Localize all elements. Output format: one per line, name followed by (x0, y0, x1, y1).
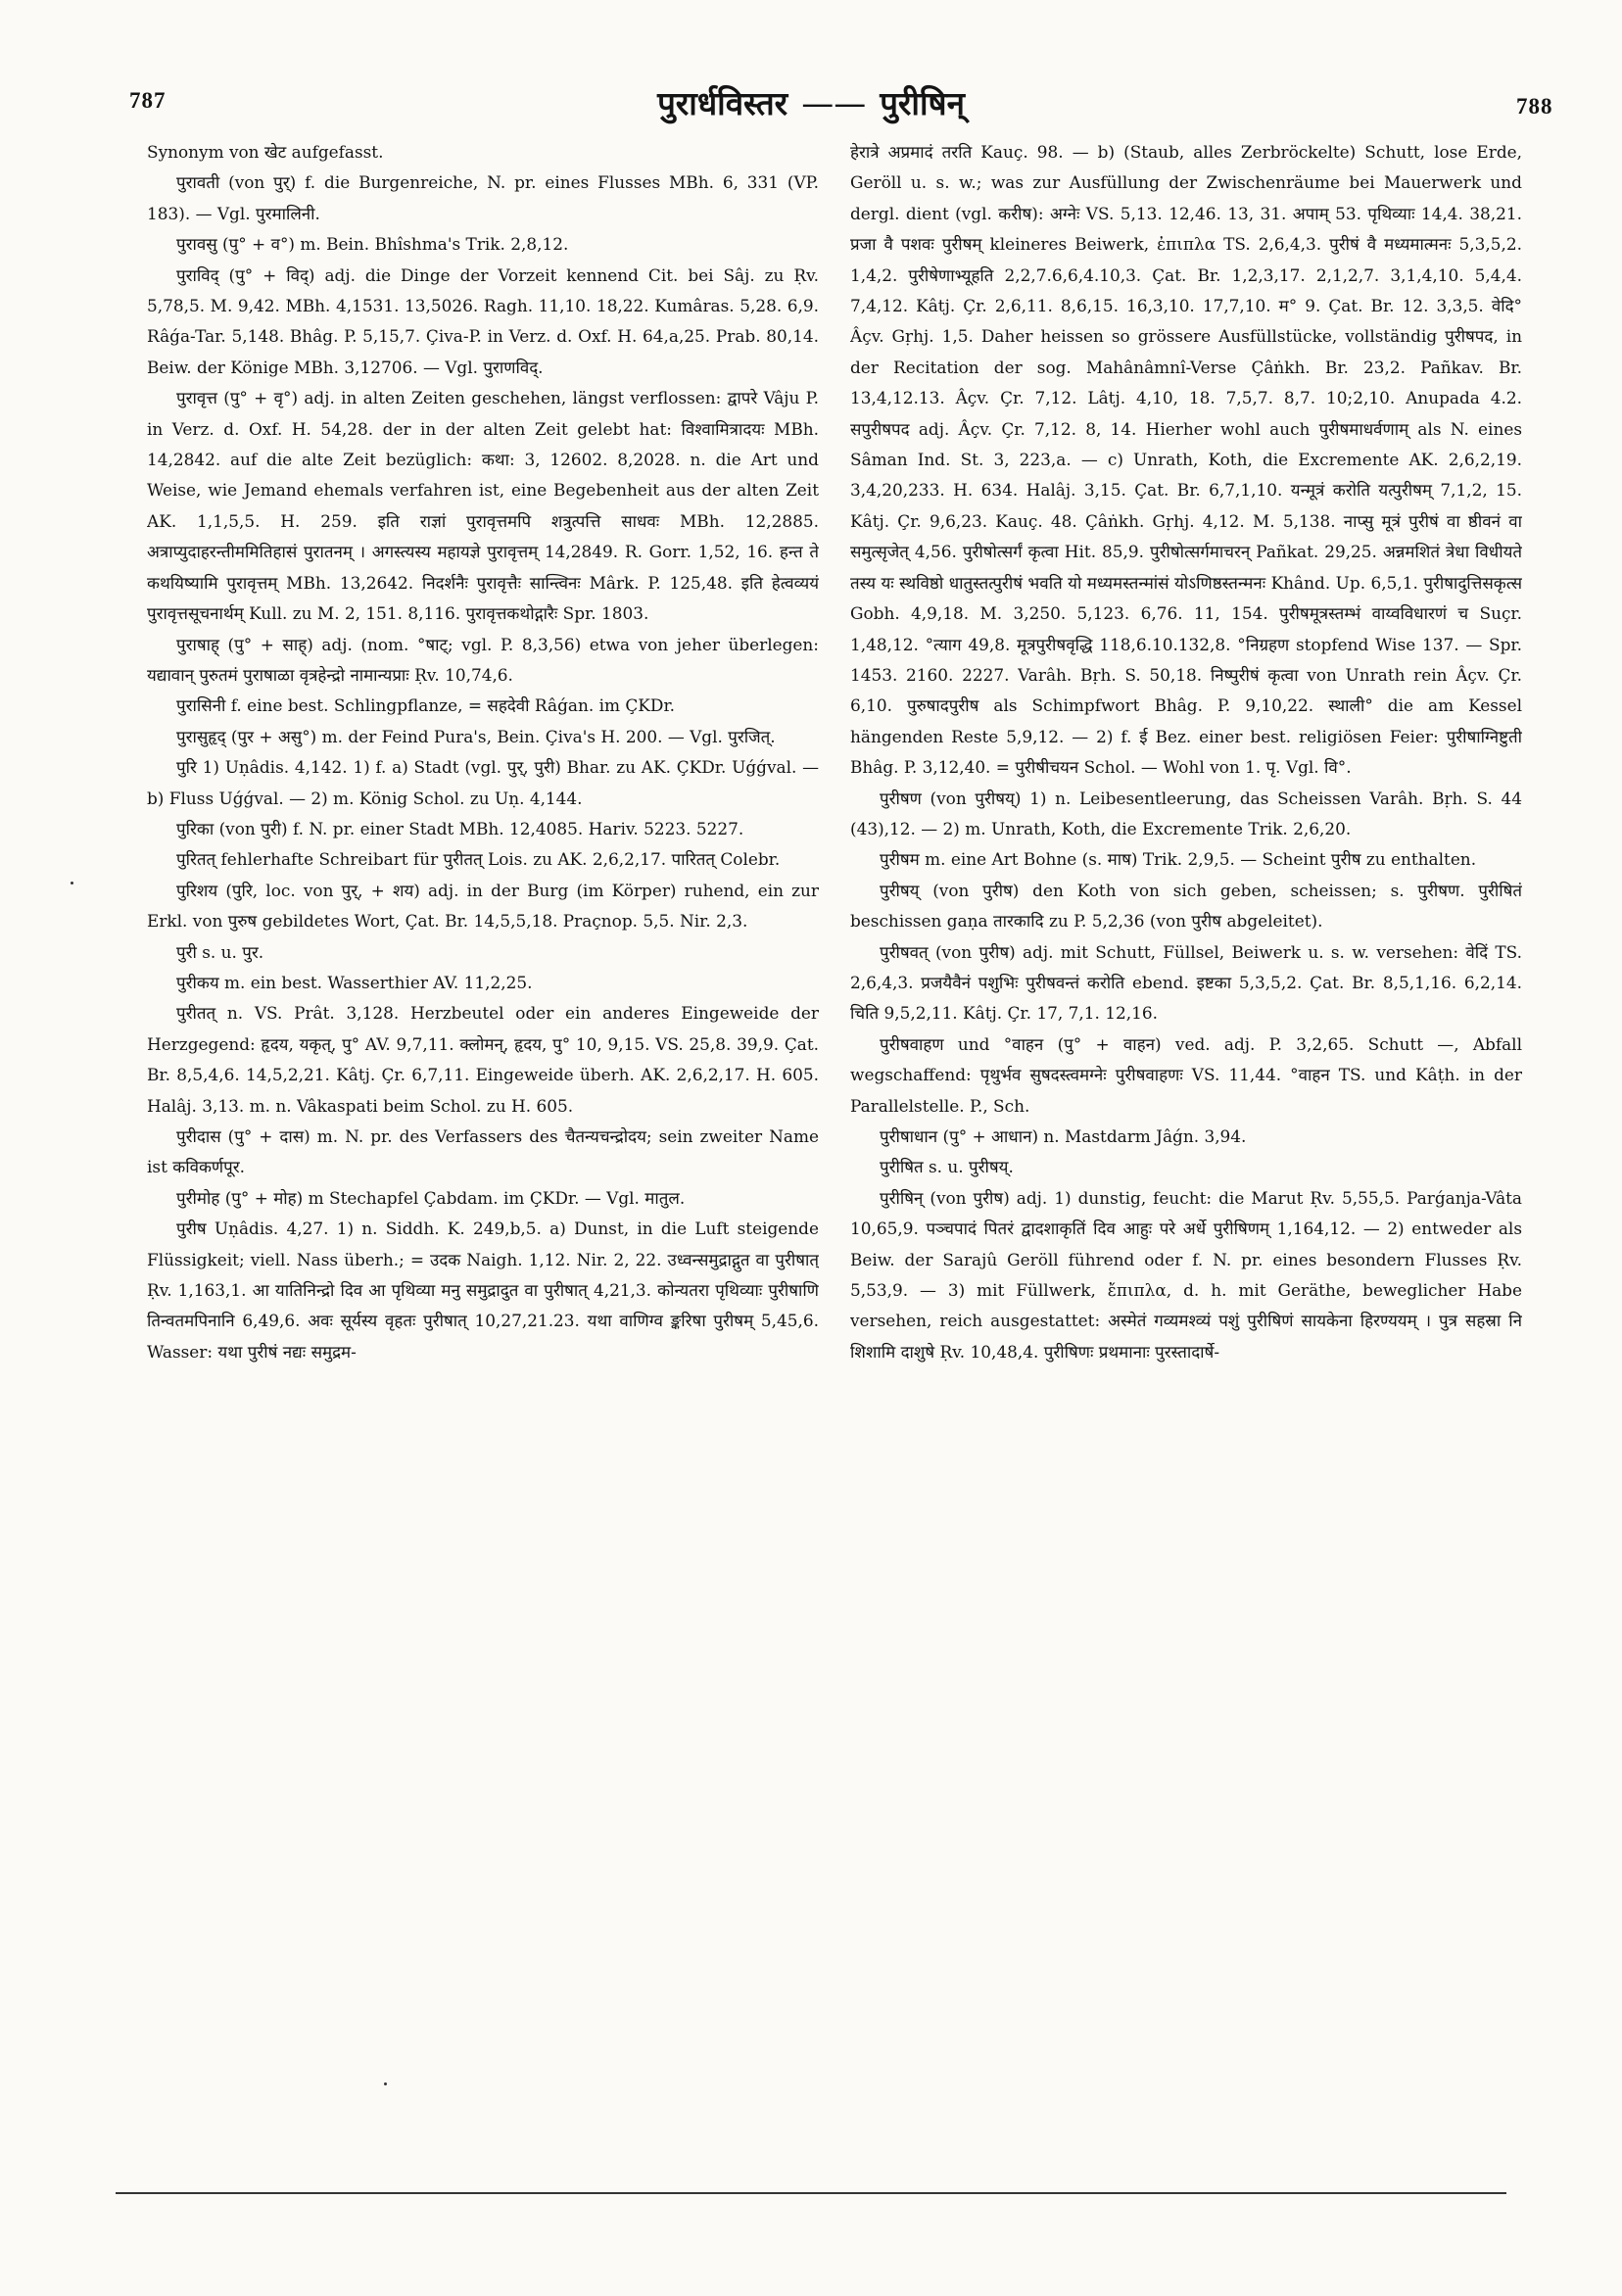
entry-paragraph: पुरीषिन् (von पुरीष) adj. 1) dunstig, feucht: die Marut Ṛv. 5,55,5. Parǵanja-Vâta 10,65,9. पञ्चपादं पितरं द्वादशाकृतिं दिव आहुः परे अर्धे पुरीषिणम् 1,164,12. — 2) entweder als Beiw. der Sarajû Geröll führend oder f. N. pr. eines besondern Flusses Ṛv. 5,53,9. — 3) mit Füllwerk, ἔπιπλα, d. h. mit Geräthe, beweglicher Habe versehen, reich ausgestattet: अस्मेतं गव्यमश्व्यं पशुं पुरीषिणं सायकेना हिरण्ययम् । पुत्र सहस्रा नि शिशामि दाशुषे Ṛv. 10,48,4. पुरीषिणः प्रथमानाः पुरस्तादार्षे- (850, 1187, 1522, 1362)
left-column (147, 137, 819, 2155)
page-number-left: 787 (129, 88, 167, 113)
entry-paragraph: पुरासिनी f. eine best. Schlingpflanze, = सहदेवी Râǵan. im ÇKDr. (176, 695, 676, 716)
entry-paragraph: पुरीषम m. eine Art Bohne (s. माष) Trik. 2,9,5. — Scheint पुरीष zu enthalten. (880, 849, 1477, 870)
running-header (0, 80, 1622, 124)
bottom-rule (116, 2192, 1506, 2194)
entry-paragraph: पुरीकय m. ein best. Wasserthier AV. 11,2,25. (176, 972, 533, 992)
entry-paragraph: पुरीमोह (पु° + मोह) m Stechapfel Çabdam. im ÇKDr. — Vgl. मातुल. (176, 1187, 686, 1208)
entry-paragraph: पुरावसु (पु° + व°) m. Bein. Bhîshma's Trik. 2,8,12. (176, 234, 569, 255)
entry-paragraph: पुरावृत्त (पु° + वृ°) adj. in alten Zeiten geschehen, längst verflossen: द्वापरे Vâju P. in Verz. d. Oxf. H. 54,28. der in der alten Zeit gelebt hat: विश्वामित्रादयः MBh. 14,2842. auf die alte Zeit bezüglich: कथा: 3, 12602. 8,2028. n. die Art und Weise, wie Jemand ehemals verfahren ist, eine Begebenheit aus der alten Zeit AK. 1,1,5,5. H. 259. इति राज्ञां पुरावृत्तमपि शत्रुत्पत्ति साधवः MBh. 12,2885. अत्राप्युदाहरन्तीममितिहासं पुरातनम् । अगस्त्यस्य महायज्ञे पुरावृत्तम् 14,2849. R. Gorr. 1,52, 16. हन्त ते कथयिष्यामि पुरावृत्तम् MBh. 13,2642. निदर्शनैः पुरावृत्तैः सान्त्विनः Mârk. P. 125,48. इति हेत्वव्ययं पुरावृत्तसूचनार्थम् Kull. zu M. 2, 151. 8,116. पुरावृत्तकथोद्गारैः Spr. 1803. (147, 388, 819, 624)
entry-paragraph: पुरावती (von पुर्) f. die Burgenreiche, N. pr. eines Flusses MBh. 6, 331 (VP. 183). — Vgl. पुरमालिनी. (147, 172, 819, 223)
entry-paragraph: पुरीषवाहण und °वाहन (पु° + वाहन) ved. adj. P. 3,2,65. Schutt —, Abfall wegschaffend: पृथुर्भव सुषदस्त्वमग्नेः पुरीषवाहणः VS. 11,44. °वाहन TS. und Kâṭh. in der Parallelstelle. P., Sch. (850, 1033, 1522, 1116)
entry-paragraph: पुरी s. u. पुर. (176, 941, 264, 962)
entry-paragraph: हेरात्रे अप्रमादं तरति Kauç. 98. — b) (Staub, alles Zerbröckelte) Schutt, lose Erde, Geröll u. s. w.; was zur Ausfüllung der Zwischenräume bei Mauerwerk und dergl. dient (vgl. करीष): अग्नेः VS. 5,13. 12,46. 13, 31. अपाम् 53. पृथिव्याः 14,4. 38,21. प्रजा वै पशवः पुरीषम् kleineres Beiwerk, ἐπιπλα TS. 2,6,4,3. पुरीषं वै मध्यमात्मनः 5,3,5,2. 1,4,2. पुरीषेणाभ्यूहति 2,2,7.6,6,4.10,3. Çat. Br. 1,2,3,17. 2,1,2,7. 3,1,4,10. 5,4,4. 7,4,12. Kâtj. Çr. 2,6,11. 8,6,15. 16,3,10. 17,7,10. म° 9. Çat. Br. 12. 3,3,5. वेदि° Âçv. Gṛhj. 1,5. Daher heissen so grössere Ausfüllstücke, vollständig पुरीषपद, in der Recitation der sog. Mahânâmnî-Verse Çâṅkh. Br. 23,2. Pañkav. Br. 13,4,12.13. Âçv. Çr. 7,12. Lâtj. 4,10, 18. 7,5,7. 8,7. 10;2,10. Anupada 4.2. सपुरीषपद adj. Âçv. Çr. 7,12. 8, 14. Hierher wohl auch पुरीषमाधर्वणाम् als N. eines Sâman Ind. St. 3, 223,a. — c) Unrath, Koth, die Excremente AK. 2,6,2,19. 3,4,20,233. H. 634. Halâj. 3,15. Çat. Br. 6,7,1,10. यन्मूत्रं करोति यत्पुरीषम् 7,1,2, 15. Kâtj. Çr. 9,6,23. Kauç. 48. Çâṅkh. Gṛhj. 4,12. M. 5,138. नाप्सु मूत्रं पुरीषं वा ष्ठीवनं वा समुत्सृजेत् 4,56. पुरीषोत्सर्गं कृत्वा Hit. 85,9. पुरीषोत्सर्गमाचरन् Pañkat. 29,25. अन्नमशितं त्रेधा विधीयते तस्य यः स्थविष्ठो धातुस्तत्पुरीषं भवति यो मध्यमस्तन्मांसं योऽणिष्ठस्तन्मनः Khând. Up. 6,5,1. पुरीषादुत्तिसकृत्स Gobh. 4,9,18. M. 3,250. 5,123. 6,76. 11, 154. पुरीषमूत्रस्तम्भं वाय्वविधारणं च Suçr. 1,48,12. °त्याग 49,8. मूत्रपुरीषवृद्धि 118,6.10.132,8. °निग्रहण stopfend Wise 137. — Spr. 1453. 2160. 2227. Varâh. Bṛh. S. 50,18. निष्पुरीषं कृत्वा von Unrath rein Âçv. Çr. 6,10. पुरुषादपुरीष als Schimpfwort Bhâg. P. 9,10,22. स्थाली° die am Kessel hängenden Reste 5,9,12. — 2) f. ई Bez. einer best. religiösen Feier: पुरीषाग्निष्टुती Bhâg. P. 3,12,40. = पुरीषीचयन Schol. — Wohl von 1. पृ. Vgl. वि°. (850, 142, 1522, 778)
entry-paragraph: पुरीषवत् (von पुरीष) adj. mit Schutt, Füllsel, Beiwerk u. s. w. versehen: वेदिं TS. 2,6,4,3. प्रजयैवैनं पशुभिः पुरीषवन्तं करोति ebend. इष्टका 5,3,5,2. Çat. Br. 8,5,1,16. 6,2,14. चिति 9,5,2,11. Kâtj. Çr. 17, 7,1. 12,16. (850, 941, 1522, 1024)
entry-paragraph: पुरीदास (पु° + दास) m. N. pr. des Verfassers des चैतन्यचन्द्रोदय; sein zweiter Name ist कविकर्णपूर. (147, 1126, 819, 1177)
entry-paragraph: पुरासुहृद् (पुर + असु°) m. der Feind Pura's, Bein. Çiva's H. 200. — Vgl. पुरजित्. (176, 726, 776, 746)
right-column (850, 137, 1522, 2155)
entry-paragraph: पुरिशय (पुरि, loc. von पुर्, + शय) adj. in der Burg (im Körper) ruhend, ein zur Erkl. von पुरुष gebildetes Wort, Çat. Br. 14,5,5,18. Praçnop. 5,5. Nir. 2,3. (147, 880, 819, 932)
entry-paragraph: पुरीषाधान (पु° + आधान) n. Mastdarm Jâǵn. 3,94. (880, 1126, 1247, 1146)
header-last-headword: पुरीषिन् (880, 84, 965, 122)
entry-paragraph: पुरितत् fehlerhafte Schreibart für पुरीतत् Lois. zu AK. 2,6,2,17. पारितत् Colebr. (176, 849, 781, 870)
entry-paragraph: पुरिका (von पुरी) f. N. pr. einer Stadt MBh. 12,4085. Hariv. 5223. 5227. (176, 818, 744, 838)
entry-paragraph: पुराविद् (पु° + विद्) adj. die Dinge der Vorzeit kennend Cit. bei Sâj. zu Ṛv. 5,78,5. M. 9,42. MBh. 4,1531. 13,5026. Ragh. 11,10. 18,22. Kumâras. 5,28. 6,9. Râǵa-Tar. 5,148. Bhâg. P. 5,15,7. Çiva-P. in Verz. d. Oxf. H. 64,a,25. Prab. 80,14. Beiw. der Könige MBh. 3,12706. — Vgl. पुराणविद्. (147, 264, 819, 377)
scan-speck (384, 2082, 387, 2085)
entry-paragraph: Synonym von खेट aufgefasst. (147, 142, 384, 162)
entry-paragraph: पुरीषित s. u. पुरीषय्. (880, 1157, 1014, 1177)
entry-paragraph: पुरीष Uṇâdis. 4,27. 1) n. Siddh. K. 249,b,5. a) Dunst, in die Luft steigende Flüssigkeit; viell. Nass überh.; = उदक Naigh. 1,12. Nir. 2, 22. उध्वन्समुद्राद्गुत वा पुरीषात् Ṛv. 1,163,1. आ यातिनिन्द्रो दिव आ पृथिव्या मनु समुद्रादुत वा पुरीषात् 4,21,3. कोन्यतरा पृथिव्याः पुरीषाणि तिन्वतमपिनानि 6,49,6. अवः सूर्यस्य वृहतः पुरीषात् 10,27,21.23. यथा वाणिग्व ङ्करिषा पुरीषम् 5,45,6. Wasser: यथा पुरीषं नद्यः समुद्रम- (147, 1219, 819, 1362)
header-first-headword: पुरार्धविस्तर (657, 84, 788, 122)
entry-paragraph: पुराषाह् (पु° + साह्) adj. (nom. °षाट्; vgl. P. 8,3,56) etwa von jeher überlegen: यद्यावान् पुरुतमं पुराषाळा वृत्रहेन्द्रो नामान्यप्राः Ṛv. 10,74,6. (147, 634, 819, 685)
scan-speck (71, 882, 73, 885)
entry-paragraph: पुरीषण (von पुरीषय्) 1) n. Leibesentleerung, das Scheissen Varâh. Bṛh. S. 44 (43),12. — 2) m. Unrath, Koth, die Excremente Trik. 2,6,20. (850, 788, 1522, 838)
header-separator: —— (801, 84, 867, 122)
entry-paragraph: पुरीतत् n. VS. Prât. 3,128. Herzbeutel oder ein anderes Eingeweide der Herzgegend: हृदय, यकृत्, पु° AV. 9,7,11. क्लोमन्, हृदय, पु° 10, 9,15. VS. 25,8. 39,9. Çat. Br. 8,5,4,6. 14,5,2,21. Kâtj. Çr. 6,7,11. Eingeweide überh. AK. 2,6,2,17. H. 605. Halâj. 3,13. m. n. Vâkaspati beim Schol. zu H. 605. (147, 1003, 819, 1116)
page-number-right: 788 (1516, 94, 1553, 119)
entry-paragraph: पुरि 1) Uṇâdis. 4,142. 1) f. a) Stadt (vgl. पुर्, पुरी) Bhar. zu AK. ÇKDr. Uǵǵval. — b) Fluss Uǵǵval. — 2) m. König Schol. zu Uṇ. 4,144. (147, 757, 819, 808)
entry-paragraph: पुरीषय् (von पुरीष) den Koth von sich geben, scheissen; s. पुरीषण. पुरीषितं beschissen gaṇa तारकादि zu P. 5,2,36 (von पुरीष abgeleitet). (850, 880, 1522, 932)
